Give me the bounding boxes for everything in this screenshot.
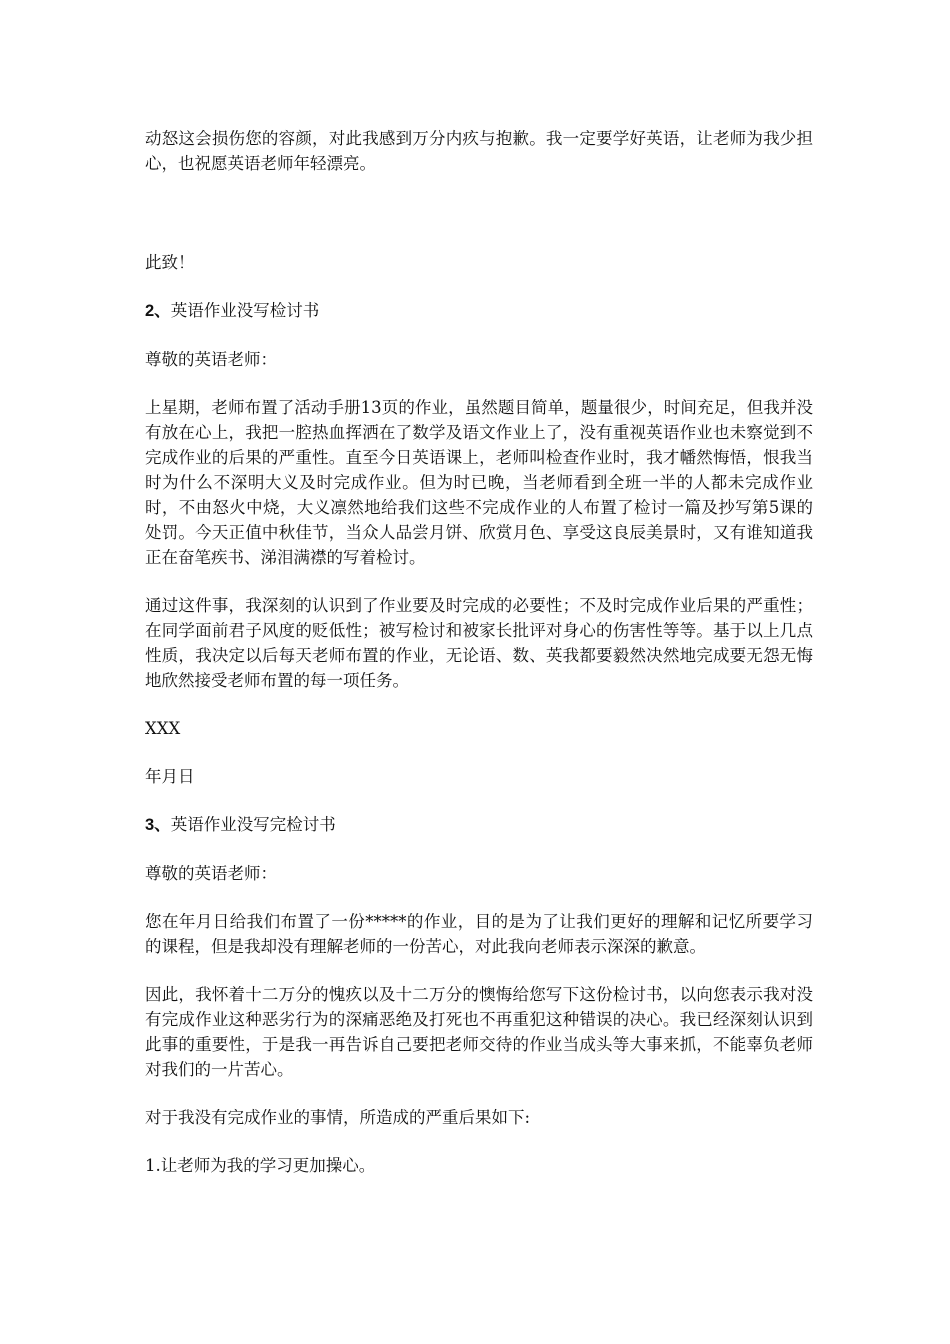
section-3-paragraph-3: 对于我没有完成作业的事情，所造成的严重后果如下: [145, 1108, 531, 1127]
section-2-paragraph-1: 上星期，老师布置了活动手册13页的作业，虽然题目简单，题量很少，时间充足，但我并没有放在心上，我把一腔热血挥洒在了数学及语文作业上了，没有重视英语作业也未察觉到不完成作业的后果的严重性。直至今日英语课上，老师叫检查作业时，我才幡然悔悟，恨我当时为什么不深明大义及时完成作业。但为时已晚，当老师看到全班一半的人都未完成作业时，不由怒火中烧，大义凛然地给我们这些不完成作业的人布置了检讨一篇及抄写第5课的处罚。今天正值中秋佳节，当众人品尝月饼、欣赏月色、享受这良辰美景时，又有谁知道我正在奋笔疾书、涕泪满襟的写着检讨。 [145, 398, 813, 567]
section-3-salutation: 尊敬的英语老师： [145, 864, 277, 883]
section-2-heading [145, 298, 813, 324]
section-3-paragraph-2: 因此，我怀着十二万分的愧疚以及十二万分的懊悔给您写下这份检讨书，以向您表示我对没有完成作业这种恶劣行为的深痛恶绝及打死也不再重犯这种错误的决心。我已经深刻认识到此事的重要性，于是我一再告诉自己要把老师交待的作业当成头等大事来抓，不能辜负老师对我们的一片苦心。 [145, 985, 813, 1079]
section-2-number: 2、 [145, 302, 171, 320]
section-3-number: 3、 [145, 816, 171, 834]
section-2-paragraph-2: 通过这件事，我深刻的认识到了作业要及时完成的必要性；不及时完成作业后果的严重性；在同学面前君子风度的贬低性；被写检讨和被家长批评对身心的伤害性等等。基于以上几点性质，我决定以后每天老师布置的作业，无论语、数、英我都要毅然决然地完成要无怨无悔地欣然接受老师布置的每一项任务。 [145, 596, 813, 690]
section-2-signature: XXX [145, 719, 181, 738]
section-3-heading [145, 812, 813, 838]
section-2-salutation: 尊敬的英语老师： [145, 350, 277, 369]
paragraph-continuation: 动怒这会损伤您的容颜，对此我感到万分内疚与抱歉。我一定要学好英语，让老师为我少担心，也祝愿英语老师年轻漂亮。 [145, 129, 813, 173]
section-3-paragraph-1: 您在年月日给我们布置了一份*****的作业，目的是为了让我们更好的理解和记忆所要学习的课程，但是我却没有理解老师的一份苦心，对此我向老师表示深深的歉意。 [145, 912, 813, 956]
section-2-date: 年月日 [145, 767, 195, 786]
section-2-title: 英语作业没写检讨书 [170, 301, 320, 320]
document-body [145, 126, 813, 1178]
closing-line: 此致！ [145, 253, 195, 272]
section-3-title: 英语作业没写完检讨书 [170, 815, 336, 834]
section-3-list-item-1: 1.让老师为我的学习更加操心。 [145, 1156, 376, 1175]
